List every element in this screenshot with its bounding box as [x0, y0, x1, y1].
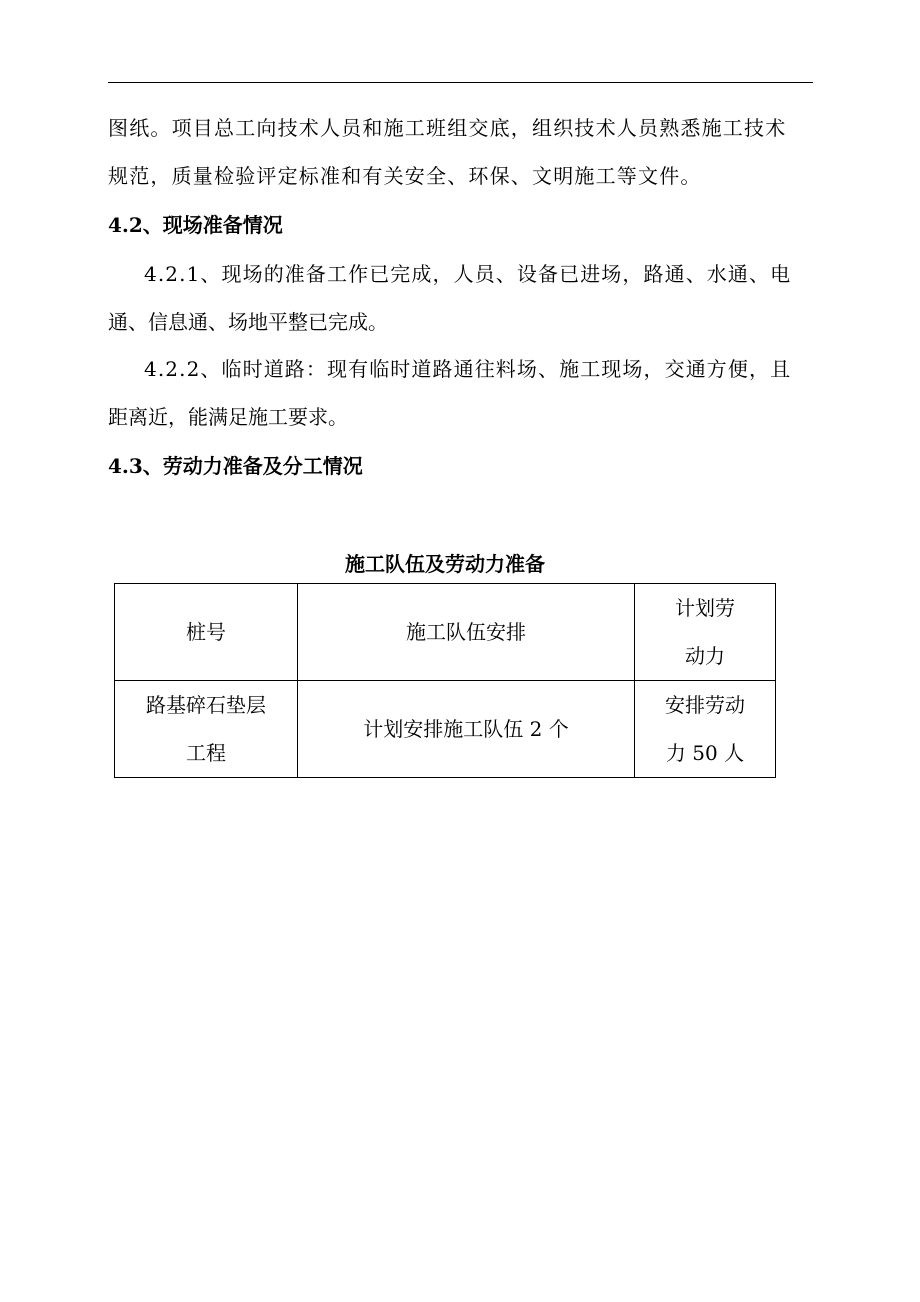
cell-stake-number-line-2: 工程 — [186, 741, 226, 765]
table-row — [115, 681, 776, 778]
section-heading-4-3: 4.3、劳动力准备及分工情况 — [108, 454, 363, 478]
labor-table — [114, 583, 776, 778]
table-caption: 施工队伍及劳动力准备 — [345, 552, 545, 576]
cell-planned-labor-line-2: 力 50 人 — [665, 741, 745, 765]
paragraph-2-line-2: 通、信息通、场地平整已完成。 — [108, 310, 388, 334]
cell-planned-labor-line-1: 安排劳动 — [665, 693, 745, 717]
header-team-arrangement: 施工队伍安排 — [298, 584, 635, 681]
cell-stake-number-line-1: 路基碎石垫层 — [146, 693, 266, 717]
section-heading-4-2: 4.2、现场准备情况 — [108, 213, 283, 237]
paragraph-3-line-1: 4.2.2、临时道路：现有临时道路通往料场、施工现场，交通方便，且 — [144, 357, 792, 381]
cell-planned-labor — [635, 681, 776, 778]
cell-team-arrangement: 计划安排施工队伍 2 个 — [298, 681, 635, 778]
cell-stake-number — [115, 681, 298, 778]
paragraph-2-line-1: 4.2.1、现场的准备工作已完成，人员、设备已进场，路通、水通、电 — [144, 262, 792, 286]
header-rule — [108, 82, 813, 83]
header-planned-labor-line-2: 动力 — [685, 644, 725, 668]
table-header-row — [115, 584, 776, 681]
paragraph-1-line-1: 图纸。项目总工向技术人员和施工班组交底，组织技术人员熟悉施工技术 — [108, 116, 787, 140]
paragraph-3-line-2: 距离近，能满足施工要求。 — [108, 405, 348, 429]
header-stake-number: 桩号 — [115, 584, 298, 681]
header-planned-labor-line-1: 计划劳 — [675, 596, 735, 620]
paragraph-1-line-2: 规范，质量检验评定标准和有关安全、环保、文明施工等文件。 — [108, 164, 702, 188]
header-planned-labor — [635, 584, 776, 681]
